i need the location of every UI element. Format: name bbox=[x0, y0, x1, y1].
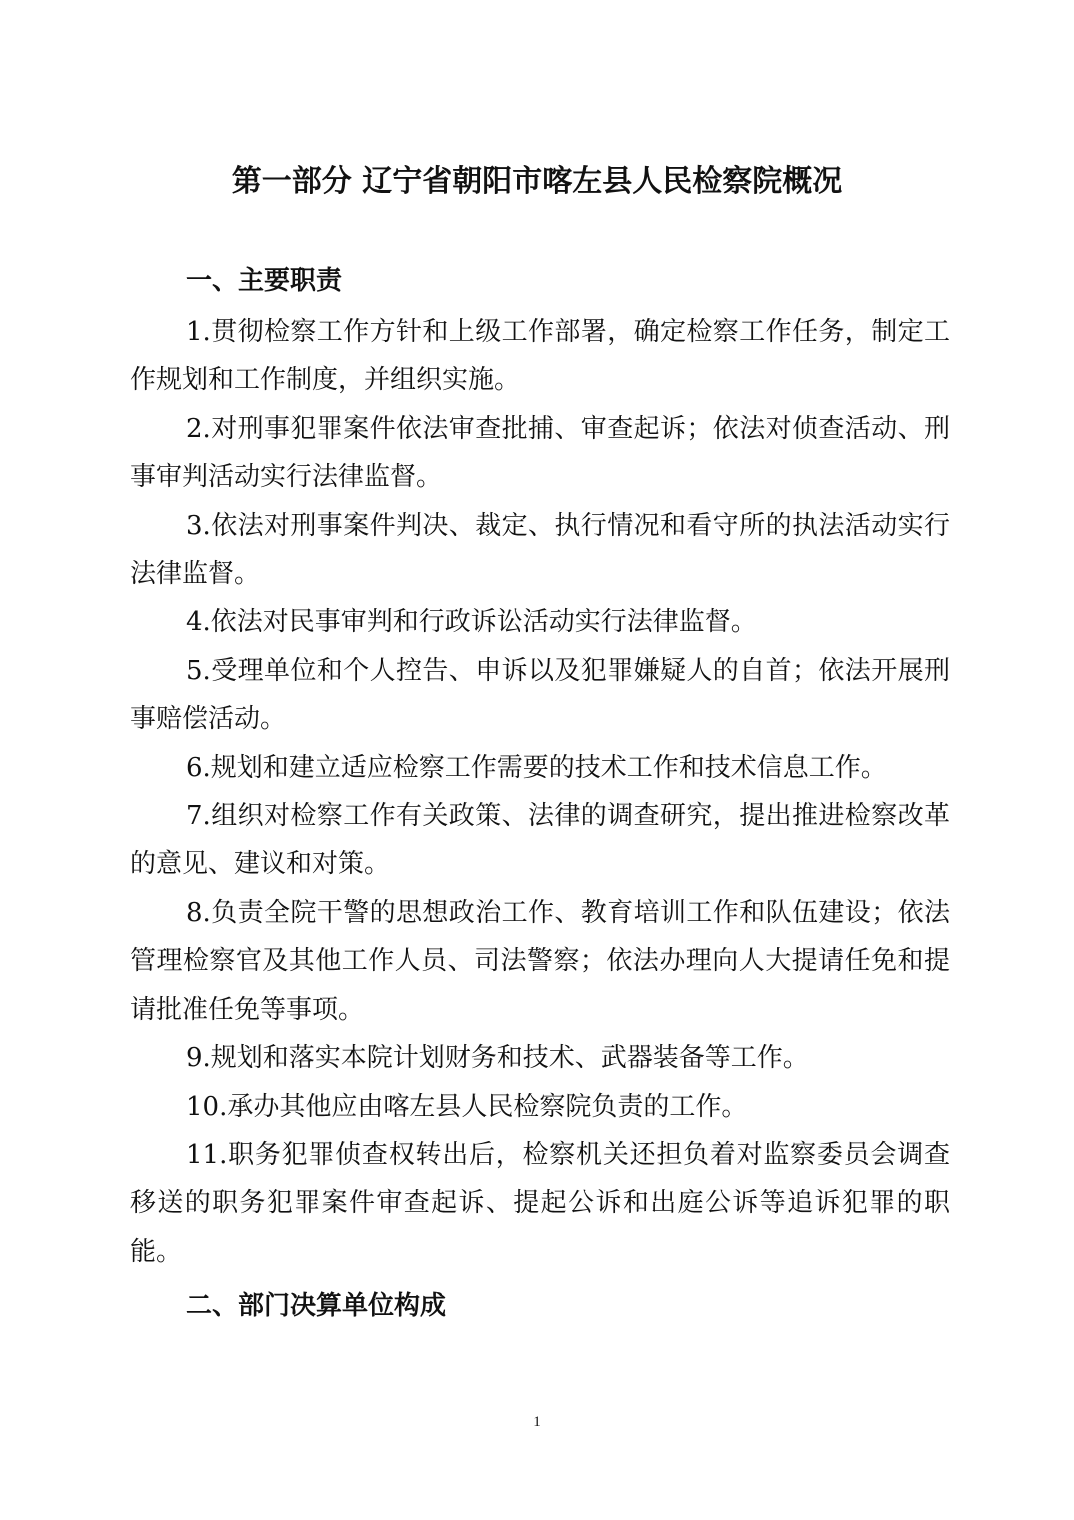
document-title: 第一部分 辽宁省朝阳市喀左县人民检察院概况 bbox=[231, 164, 843, 199]
section-heading-main-duties: 一、主要职责 bbox=[186, 266, 343, 296]
duty-paragraph-7: 7.组织对检察工作有关政策、法律的调查研究，提出推进检察改革的意见、建议和对策。 bbox=[130, 801, 950, 880]
section-heading-unit-composition: 二、部门决算单位构成 bbox=[186, 1291, 447, 1321]
duty-paragraph-8: 8.负责全院干警的思想政治工作、教育培训工作和队伍建设；依法管理检察官及其他工作人员、司法警察；依法办理向人大提请任免和提请批准任免等事项。 bbox=[130, 897, 950, 1025]
duty-paragraph-2: 2.对刑事犯罪案件依法审查批捕、审查起诉；依法对侦查活动、刑事审判活动实行法律监督。 bbox=[130, 413, 950, 493]
page-number: 1 bbox=[533, 1414, 541, 1430]
duty-paragraph-6: 6.规划和建立适应检察工作需要的技术工作和技术信息工作。 bbox=[186, 752, 887, 783]
duty-paragraph-4: 4.依法对民事审判和行政诉讼活动实行法律监督。 bbox=[186, 607, 757, 638]
duty-paragraph-3: 3.依法对刑事案件判决、裁定、执行情况和看守所的执法活动实行法律监督。 bbox=[130, 510, 950, 590]
duty-paragraph-10: 10.承办其他应由喀左县人民检察院负责的工作。 bbox=[186, 1091, 748, 1122]
duty-paragraph-5: 5.受理单位和个人控告、申诉以及犯罪嫌疑人的自首；依法开展刑事赔偿活动。 bbox=[130, 655, 950, 735]
duties-list bbox=[130, 308, 950, 1276]
duty-paragraph-1: 1.贯彻检察工作方针和上级工作部署，确定检察工作任务，制定工作规划和工作制度，并组织实施。 bbox=[130, 317, 950, 396]
duty-paragraph-11: 11.职务犯罪侦查权转出后，检察机关还担负着对监察委员会调查移送的职务犯罪案件审查起诉、提起公诉和出庭公诉等追诉犯罪的职能。 bbox=[130, 1139, 950, 1267]
duty-paragraph-9: 9.规划和落实本院计划财务和技术、武器装备等工作。 bbox=[186, 1043, 809, 1074]
